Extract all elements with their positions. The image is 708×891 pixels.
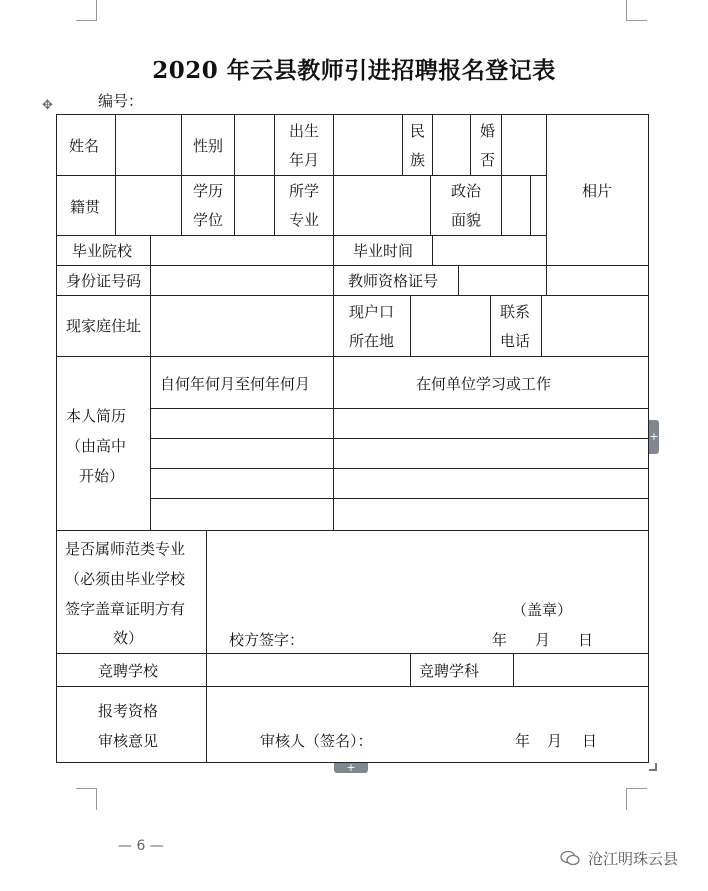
crop-mark-top-right-v [626, 0, 627, 20]
crop-mark-bottom-right-h [626, 788, 647, 789]
label-gender: 性别 [193, 137, 224, 155]
review-year: 年 [515, 732, 531, 750]
page-number: — 6 — [118, 838, 164, 854]
label-photo: 相片 [582, 182, 613, 200]
label-marital-2: 否 [480, 151, 496, 169]
label-birth-1: 出生 [289, 122, 320, 140]
label-id-number: 身份证号码 [66, 272, 142, 290]
add-row-icon[interactable]: + [334, 763, 368, 773]
crop-mark-top-left-h [76, 20, 97, 21]
label-marital-1: 婚 [480, 122, 496, 140]
label-review-2: 审核意见 [98, 732, 159, 750]
resume-col-period: 自何年何月至何年何月 [160, 375, 311, 393]
watermark-text: 沧江明珠云县 [588, 850, 679, 868]
label-birth-2: 年月 [289, 151, 320, 169]
label-apply-school: 竞聘学校 [98, 662, 159, 680]
label-apply-subject: 竞聘学科 [419, 662, 480, 680]
table-resize-handle-icon[interactable] [649, 763, 657, 771]
label-resume-2: （由高中 [66, 437, 127, 455]
label-native: 籍贯 [70, 198, 101, 216]
add-column-icon[interactable]: + [649, 420, 659, 454]
label-grad-time: 毕业时间 [353, 242, 414, 260]
label-major-2: 专业 [289, 211, 320, 229]
review-day: 日 [582, 732, 598, 750]
review-month: 月 [547, 732, 563, 750]
label-review-1: 报考资格 [98, 702, 159, 720]
label-political-2: 面貌 [451, 211, 482, 229]
crop-mark-bottom-right-v [626, 788, 627, 810]
label-phone-1: 联系 [500, 303, 531, 321]
reviewer-label: 审核人（签名）： [260, 732, 373, 750]
wechat-icon [560, 850, 580, 866]
label-school: 毕业院校 [72, 242, 133, 260]
label-major-1: 所学 [289, 182, 320, 200]
label-normal-4: 效） [113, 629, 144, 647]
label-hukou-2: 所在地 [349, 332, 395, 350]
label-normal-1: 是否属师范类专业 [65, 540, 186, 558]
label-normal-2: （必须由毕业学校 [65, 570, 186, 588]
label-normal-3: 签字盖章证明方有 [65, 600, 186, 618]
crop-mark-bottom-left-v [96, 788, 97, 810]
normal-month: 月 [535, 631, 551, 649]
label-teacher-cert: 教师资格证号 [348, 272, 439, 290]
serial-label: 编号： [98, 92, 144, 110]
school-sign-label: 校方签字： [229, 631, 305, 649]
label-education-2: 学位 [193, 211, 224, 229]
crop-mark-top-right-h [626, 20, 647, 21]
resume-col-unit: 在何单位学习或工作 [416, 375, 552, 393]
seal-label: （盖章） [512, 601, 573, 619]
crop-mark-top-left-v [96, 0, 97, 20]
label-address: 现家庭住址 [66, 317, 142, 335]
table-move-handle-icon[interactable]: ✥ [42, 98, 53, 113]
label-ethnic-2: 族 [410, 151, 426, 169]
label-resume-3: 开始） [79, 467, 125, 485]
page-title: 2020 年云县教师引进招聘报名登记表 [152, 57, 556, 84]
label-phone-2: 电话 [500, 332, 531, 350]
label-name: 姓名 [69, 137, 100, 155]
normal-year: 年 [492, 631, 508, 649]
crop-mark-bottom-left-h [76, 788, 97, 789]
label-hukou-1: 现户口 [349, 303, 395, 321]
label-ethnic-1: 民 [410, 122, 426, 140]
normal-day: 日 [578, 631, 594, 649]
label-political-1: 政治 [451, 182, 482, 200]
label-education-1: 学历 [193, 182, 224, 200]
label-resume-1: 本人简历 [66, 407, 127, 425]
